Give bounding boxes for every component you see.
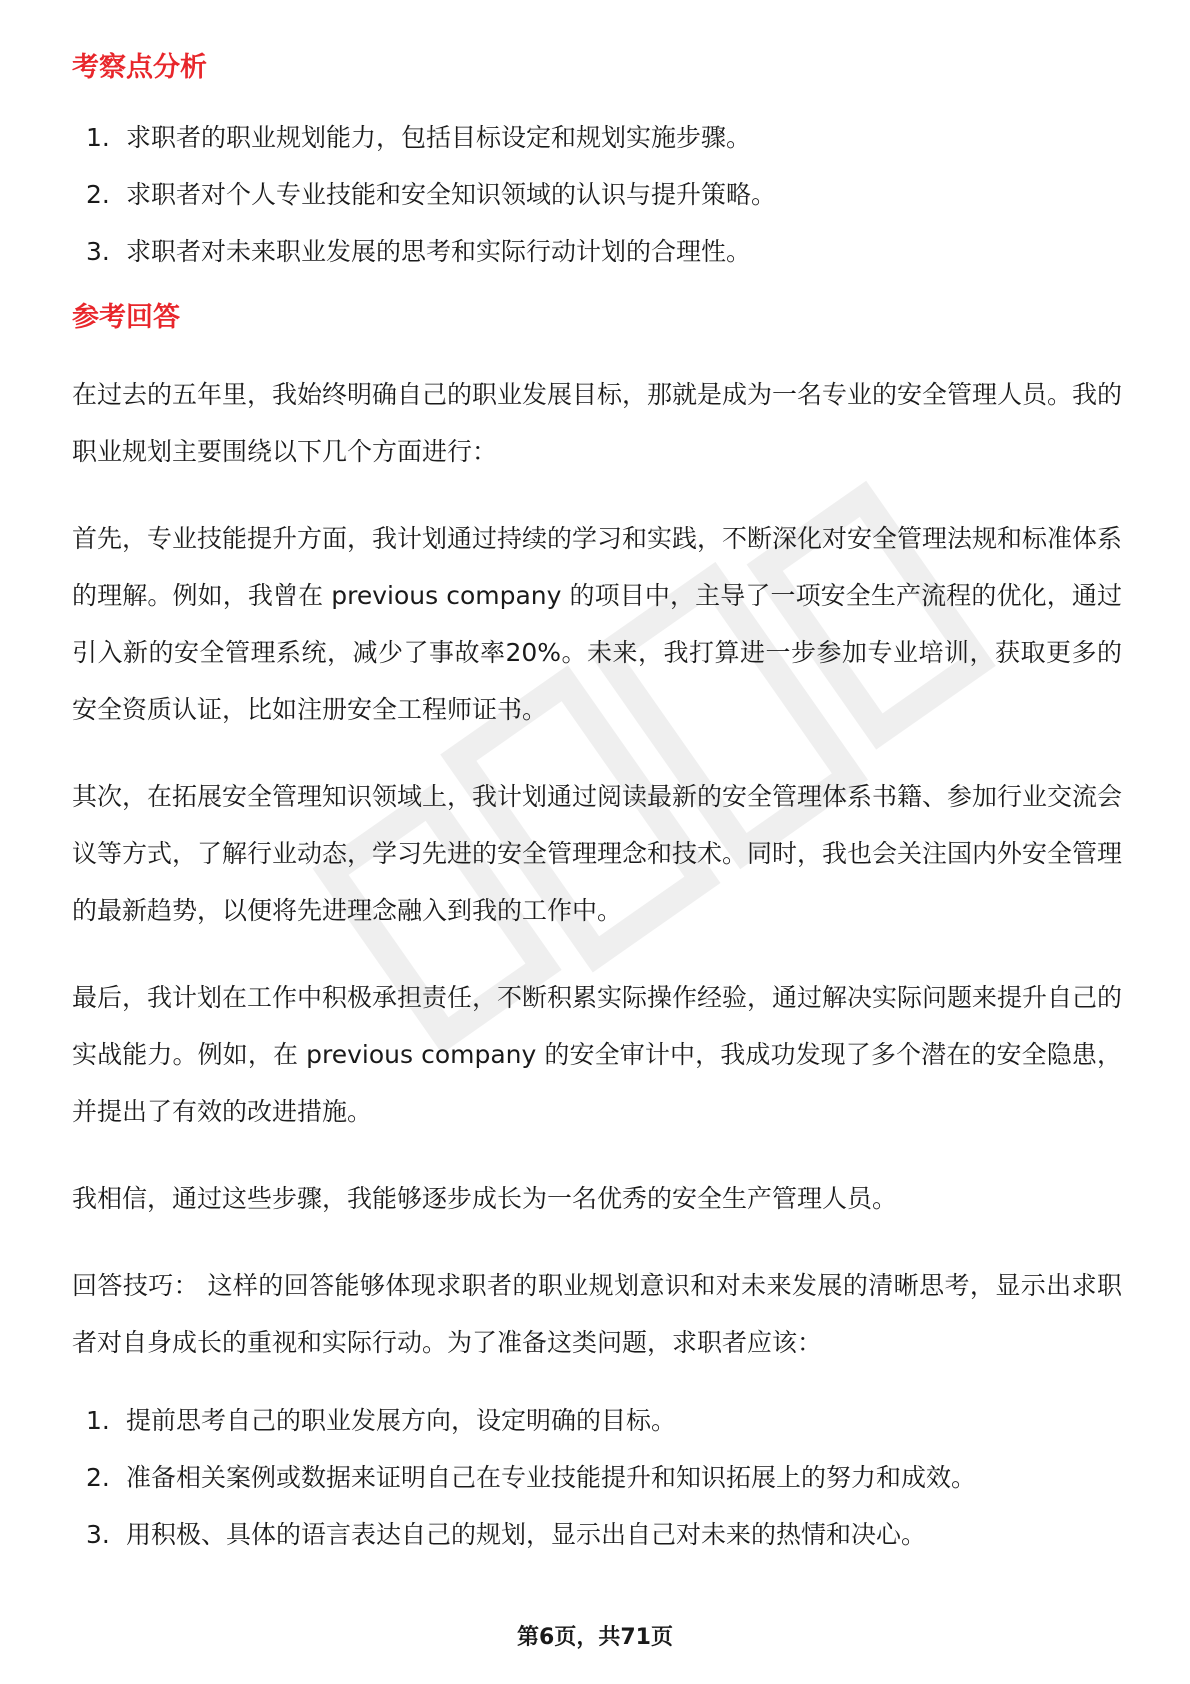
- list-item: [72, 175, 1122, 215]
- list-item: [72, 232, 1122, 272]
- list-item-number: 3.: [86, 1520, 110, 1549]
- answer-paragraph-first: 首先，专业技能提升方面，我计划通过持续的学习和实践，不断深化对安全管理法规和标准体系的理解。例如，我曾在 previous company 的项目中，主导了一项安全生产流程的优化，通过引入新的安全管理系统，减少了事故率20%。未来，我打算进一步参加专业培训，获取更多的安全资质认证，比如注册安全工程师证书。: [72, 524, 1123, 724]
- analysis-list: [72, 118, 1122, 272]
- answer-tips-paragraph: 回答技巧： 这样的回答能够体现求职者的职业规划意识和对未来发展的清晰思考，显示出求职者对自身成长的重视和实际行动。为了准备这类问题，求职者应该：: [72, 1271, 1122, 1357]
- page-number-footer: 第6页，共71页: [517, 1625, 673, 1650]
- list-item-text: 求职者对未来职业发展的思考和实际行动计划的合理性。: [126, 237, 752, 266]
- tips-list: [72, 1401, 1122, 1555]
- section-title-analysis: 考察点分析: [72, 52, 207, 83]
- list-item-text: 准备相关案例或数据来证明自己在专业技能提升和知识拓展上的努力和成效。: [126, 1463, 977, 1492]
- list-item: [72, 1401, 1122, 1441]
- list-item-text: 求职者的职业规划能力，包括目标设定和规划实施步骤。: [126, 123, 752, 152]
- list-item: [72, 118, 1122, 158]
- answer-paragraph-intro: 在过去的五年里，我始终明确自己的职业发展目标，那就是成为一名专业的安全管理人员。我的职业规划主要围绕以下几个方面进行：: [72, 380, 1123, 466]
- answer-paragraph-conclusion: 我相信，通过这些步骤，我能够逐步成长为一名优秀的安全生产管理人员。: [72, 1184, 898, 1213]
- list-item-number: 2.: [86, 180, 110, 209]
- list-item-number: 1.: [86, 1406, 110, 1435]
- content-area: [72, 48, 1122, 1555]
- section-title-answer: 参考回答: [72, 302, 180, 333]
- list-item: [72, 1458, 1122, 1498]
- list-item-number: 2.: [86, 1463, 110, 1492]
- list-item-number: 1.: [86, 123, 110, 152]
- list-item-number: 3.: [86, 237, 110, 266]
- list-item-text: 提前思考自己的职业发展方向，设定明确的目标。: [126, 1406, 677, 1435]
- list-item: [72, 1515, 1122, 1555]
- answer-paragraph-second: 其次，在拓展安全管理知识领域上，我计划通过阅读最新的安全管理体系书籍、参加行业交流会议等方式，了解行业动态，学习先进的安全管理理念和技术。同时，我也会关注国内外安全管理的最新趋势，以便将先进理念融入到我的工作中。: [72, 782, 1123, 925]
- list-item-text: 求职者对个人专业技能和安全知识领域的认识与提升策略。: [126, 180, 777, 209]
- answer-paragraph-last: 最后，我计划在工作中积极承担责任，不断积累实际操作经验，通过解决实际问题来提升自己的实战能力。例如，在 previous company 的安全审计中，我成功发现了多个潜在的安全隐患，并提出了有效的改进措施。: [72, 983, 1123, 1126]
- list-item-text: 用积极、具体的语言表达自己的规划，显示出自己对未来的热情和决心。: [126, 1520, 927, 1549]
